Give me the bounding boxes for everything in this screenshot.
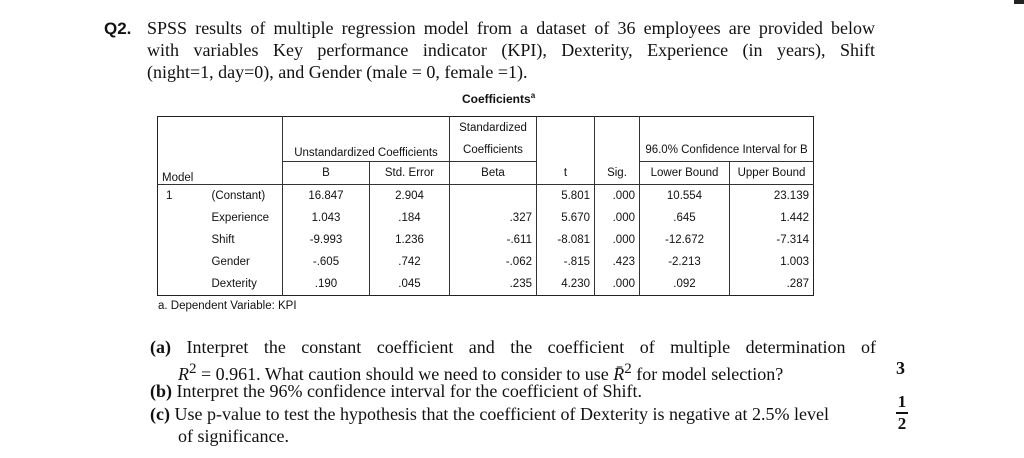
- table-row-constant: [158, 185, 814, 208]
- hdr-lower-bound: Lower Bound: [640, 162, 730, 185]
- hdr-std-error: Std. Error: [370, 162, 450, 185]
- cell-lower: 10.554: [640, 185, 730, 208]
- hdr-sig: Sig.: [595, 162, 640, 185]
- table-title-text: Coefficients: [462, 92, 531, 106]
- hdr-standardized-2: Coefficients: [450, 139, 537, 162]
- cell-sig: .423: [595, 251, 640, 273]
- model-number: 1: [166, 190, 173, 202]
- cell-lower: .092: [640, 273, 730, 296]
- part-c-line-2: of significance.: [178, 426, 289, 446]
- cell-b: -9.993: [283, 229, 370, 251]
- part-a-label: (a): [150, 337, 171, 357]
- cell-t: -.815: [537, 251, 595, 273]
- question-intro: [147, 17, 875, 83]
- row-name: Gender: [211, 256, 250, 268]
- rbar-symbol: R̄: [613, 364, 625, 384]
- cell-lower: .645: [640, 207, 730, 229]
- cell-t: 5.670: [537, 207, 595, 229]
- part-b: [150, 380, 642, 402]
- cell-sig: .000: [595, 185, 640, 208]
- hdr-confidence-interval: 96.0% Confidence Interval for B: [640, 139, 814, 162]
- hdr-unstandardized: Unstandardized Coefficients: [283, 117, 450, 162]
- cell-se: 2.904: [370, 185, 450, 208]
- cell-beta: .235: [450, 273, 537, 296]
- cell-t: 5.801: [537, 185, 595, 208]
- cell-se: 1.236: [370, 229, 450, 251]
- cell-beta: -.062: [450, 251, 537, 273]
- cell-se: .184: [370, 207, 450, 229]
- cell-t: -8.081: [537, 229, 595, 251]
- table-title-sup: a: [530, 91, 536, 100]
- hdr-upper-bound: Upper Bound: [730, 162, 814, 185]
- cell-b: 1.043: [283, 207, 370, 229]
- coefficients-table: [157, 116, 814, 296]
- hdr-standardized-1: Standardized: [450, 117, 537, 140]
- r2-symbol: R: [178, 364, 189, 384]
- table-row-gender: [158, 251, 814, 273]
- part-a-line-1: [150, 336, 876, 358]
- cell-sig: .000: [595, 229, 640, 251]
- cell-upper: -7.314: [730, 229, 814, 251]
- part-b-text: Interpret the 96% confidence interval for the coefficient of Shift.: [176, 381, 642, 401]
- cell-upper: 1.442: [730, 207, 814, 229]
- table-row-shift: [158, 229, 814, 251]
- part-a-marks: 3: [896, 358, 905, 378]
- part-a-end: for model selection?: [631, 364, 784, 384]
- cell-upper: 1.003: [730, 251, 814, 273]
- r2-sup: 2: [189, 361, 197, 377]
- cell-sig: .000: [595, 273, 640, 296]
- hdr-t: t: [537, 162, 595, 185]
- cell-upper: .287: [730, 273, 814, 296]
- marks-c: 2: [897, 413, 907, 433]
- cell-lower: -12.672: [640, 229, 730, 251]
- part-c-text-1: Use p-value to test the hypothesis that the coefficient of Dexterity is negative at 2.5% level: [174, 404, 829, 424]
- edge-mark: [1014, 0, 1024, 4]
- table-title: [462, 91, 535, 106]
- question-number: Q2.: [104, 19, 132, 38]
- cell-se: .742: [370, 251, 450, 273]
- part-b-label: (b): [150, 381, 172, 401]
- row-name: Experience: [211, 212, 270, 224]
- part-c-line-1: [150, 403, 829, 425]
- cell-b: -.605: [283, 251, 370, 273]
- hdr-model: Model: [158, 162, 283, 185]
- cell-beta: [450, 185, 537, 208]
- cell-beta: .327: [450, 207, 537, 229]
- part-a-text-1: Interpret the constant coefficient and the coefficient of multiple determination of: [186, 337, 876, 357]
- row-name: Shift: [211, 234, 235, 246]
- cell-b: 16.847: [283, 185, 370, 208]
- cell-sig: .000: [595, 207, 640, 229]
- row-name: Dexterity: [211, 278, 257, 290]
- row-name: (Constant): [211, 190, 266, 202]
- cell-se: .045: [370, 273, 450, 296]
- r2-value-text: = 0.961. What caution should we need to consider to use: [196, 364, 614, 384]
- table-row-experience: [158, 207, 814, 229]
- intro-line-1: SPSS results of multiple regression model from a dataset of 36 employees are provided below: [147, 18, 875, 38]
- cell-lower: -2.213: [640, 251, 730, 273]
- rbar-sup: 2: [624, 361, 632, 377]
- cell-t: 4.230: [537, 273, 595, 296]
- part-c-label: (c): [150, 404, 170, 424]
- hdr-blank: [158, 117, 208, 140]
- table-row-dexterity: [158, 273, 814, 296]
- intro-line-3: (night=1, day=0), and Gender (male = 0, female =1).: [147, 62, 528, 82]
- marks-b: 1: [897, 392, 907, 411]
- intro-line-2: with variables Key performance indicator (KPI), Dexterity, Experience (in years), Shift: [147, 40, 875, 60]
- hdr-beta: Beta: [450, 162, 537, 185]
- hdr-b: B: [283, 162, 370, 185]
- table-footnote: a. Dependent Variable: KPI: [158, 300, 297, 312]
- cell-upper: 23.139: [730, 185, 814, 208]
- cell-b: .190: [283, 273, 370, 296]
- cell-beta: -.611: [450, 229, 537, 251]
- part-bc-marks: [896, 393, 908, 433]
